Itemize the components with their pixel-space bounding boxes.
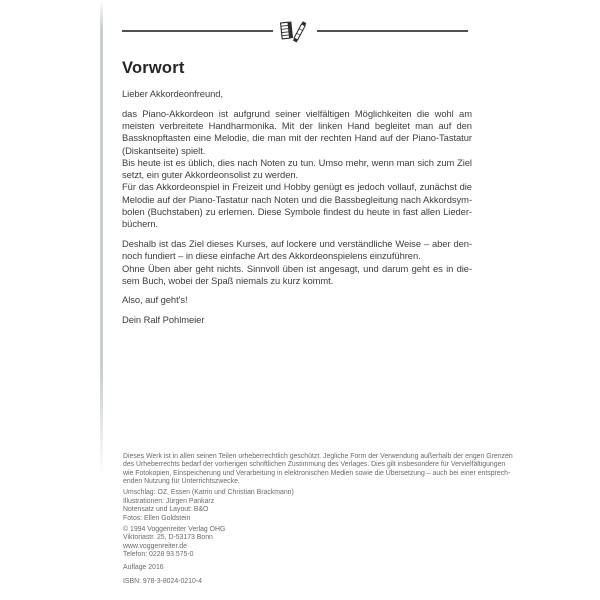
text-line: Bassknopftasten eine Melodie, die man mit der rechten Hand auf der Piano-Tastatur bbox=[122, 132, 472, 144]
imprint-line: Dieses Werk ist in allen seinen Teilen urheberrechtlich geschützt. Jegliche Form der Verwendung außerhalb der engen Grenzen bbox=[123, 453, 513, 460]
text-line: (Diskantseite) spielt. bbox=[122, 144, 206, 156]
paragraph bbox=[122, 181, 472, 230]
imprint-block bbox=[123, 453, 513, 487]
text-line: büchern. bbox=[122, 218, 159, 230]
text-line: setzt, ein guter Akkordeonsolist zu werden. bbox=[122, 169, 299, 181]
imprint-line: Fotos: Ellen Goldstein bbox=[123, 514, 191, 522]
rule-line-right bbox=[317, 30, 468, 31]
imprint-line: Umschlag: OZ, Essen (Katrin und Christian Brackmann) bbox=[123, 489, 294, 497]
page-title: Vorwort bbox=[122, 59, 185, 77]
imprint-line: Telefon: 0228 93 575-0 bbox=[123, 551, 194, 559]
imprint-line: Viktoriastr. 25, D-53173 Bonn bbox=[123, 534, 213, 542]
paragraph bbox=[122, 263, 472, 288]
text-line: meisten verbreitete Handharmonika. Mit der linken Hand begleitet man auf den bbox=[122, 119, 472, 131]
imprint bbox=[123, 453, 513, 586]
text-line: Lieber Akkordeonfreund, bbox=[122, 88, 224, 99]
page-edge-shadow bbox=[100, 0, 103, 478]
text-line: Bis heute ist es üblich, dies nach Noten zu tun. Umso mehr, wenn man sich zum Ziel bbox=[122, 156, 472, 168]
paragraph bbox=[122, 108, 472, 157]
text-line: Ohne Üben aber geht nichts. Sinnvoll üben ist angesagt, und darum geht es in die- bbox=[122, 262, 473, 274]
text-line: bolen (Buchstaben) zu erlernen. Diese Symbole findest du heute in fast allen Lieder- bbox=[122, 206, 472, 218]
text-line: sem Buch, wobei der Spaß niemals zu kurz kommt. bbox=[122, 274, 334, 286]
text-line: Melodie auf der Piano-Tastatur nach Noten und die Bassbegleitung nach Akkordsym- bbox=[122, 193, 473, 205]
imprint-block bbox=[123, 564, 495, 572]
imprint-line: Auflage 2016 bbox=[123, 564, 164, 572]
imprint-line: des Urheberrechts bedarf der vorherigen schriftlichen Zustimmung des Verlages. Dies gilt insbesondere für Vervielfältigungen bbox=[123, 461, 506, 469]
header-rule bbox=[122, 17, 468, 45]
accordion-icon bbox=[278, 16, 312, 46]
paragraph bbox=[122, 88, 472, 100]
imprint-line: Notensatz und Layout: B&O bbox=[123, 506, 209, 514]
text-line: Für das Akkordeonspiel in Freizeit und Hobby genügt es jedoch vollauf, zunächst die bbox=[122, 181, 472, 193]
paragraph bbox=[122, 157, 472, 182]
imprint-line: enden Nutzung für Unterrichtszwecke. bbox=[123, 478, 240, 486]
text-line: noch fundiert – in diese einfache Art des Akkordeonspielens einzuführen. bbox=[122, 250, 421, 262]
imprint-line: © 1994 Voggenreiter Verlag OHG bbox=[123, 525, 226, 533]
imprint-line: ISBN: 978-3-8024-0210-4 bbox=[123, 577, 202, 585]
text-line: Deshalb ist das Ziel dieses Kurses, auf lockere und verständliche Weise – aber den- bbox=[122, 237, 473, 249]
imprint-line: Illustrationen: Jürgen Pankarz bbox=[123, 497, 215, 505]
text-line: Also, auf geht's! bbox=[122, 294, 188, 306]
preface-body bbox=[122, 88, 472, 326]
imprint-block bbox=[123, 526, 495, 560]
paragraph bbox=[122, 294, 472, 306]
imprint-line: wie Fotokopien, Einspeicherung und Verarbeitung in elektronischen Medien sowie die Übersetzung – auch bei einer entsprech- bbox=[123, 469, 511, 477]
rule-line-left bbox=[122, 30, 273, 31]
imprint-block bbox=[123, 578, 495, 586]
paragraph bbox=[122, 238, 472, 263]
imprint-block bbox=[123, 489, 495, 523]
imprint-line: www.voggenreiter.de bbox=[123, 542, 187, 550]
text-line: Dein Ralf Pohlmeier bbox=[122, 314, 205, 325]
text-line: das Piano-Akkordeon ist aufgrund seiner vielfältigen Möglichkeiten die wohl am bbox=[122, 107, 472, 119]
paragraph bbox=[122, 314, 472, 326]
